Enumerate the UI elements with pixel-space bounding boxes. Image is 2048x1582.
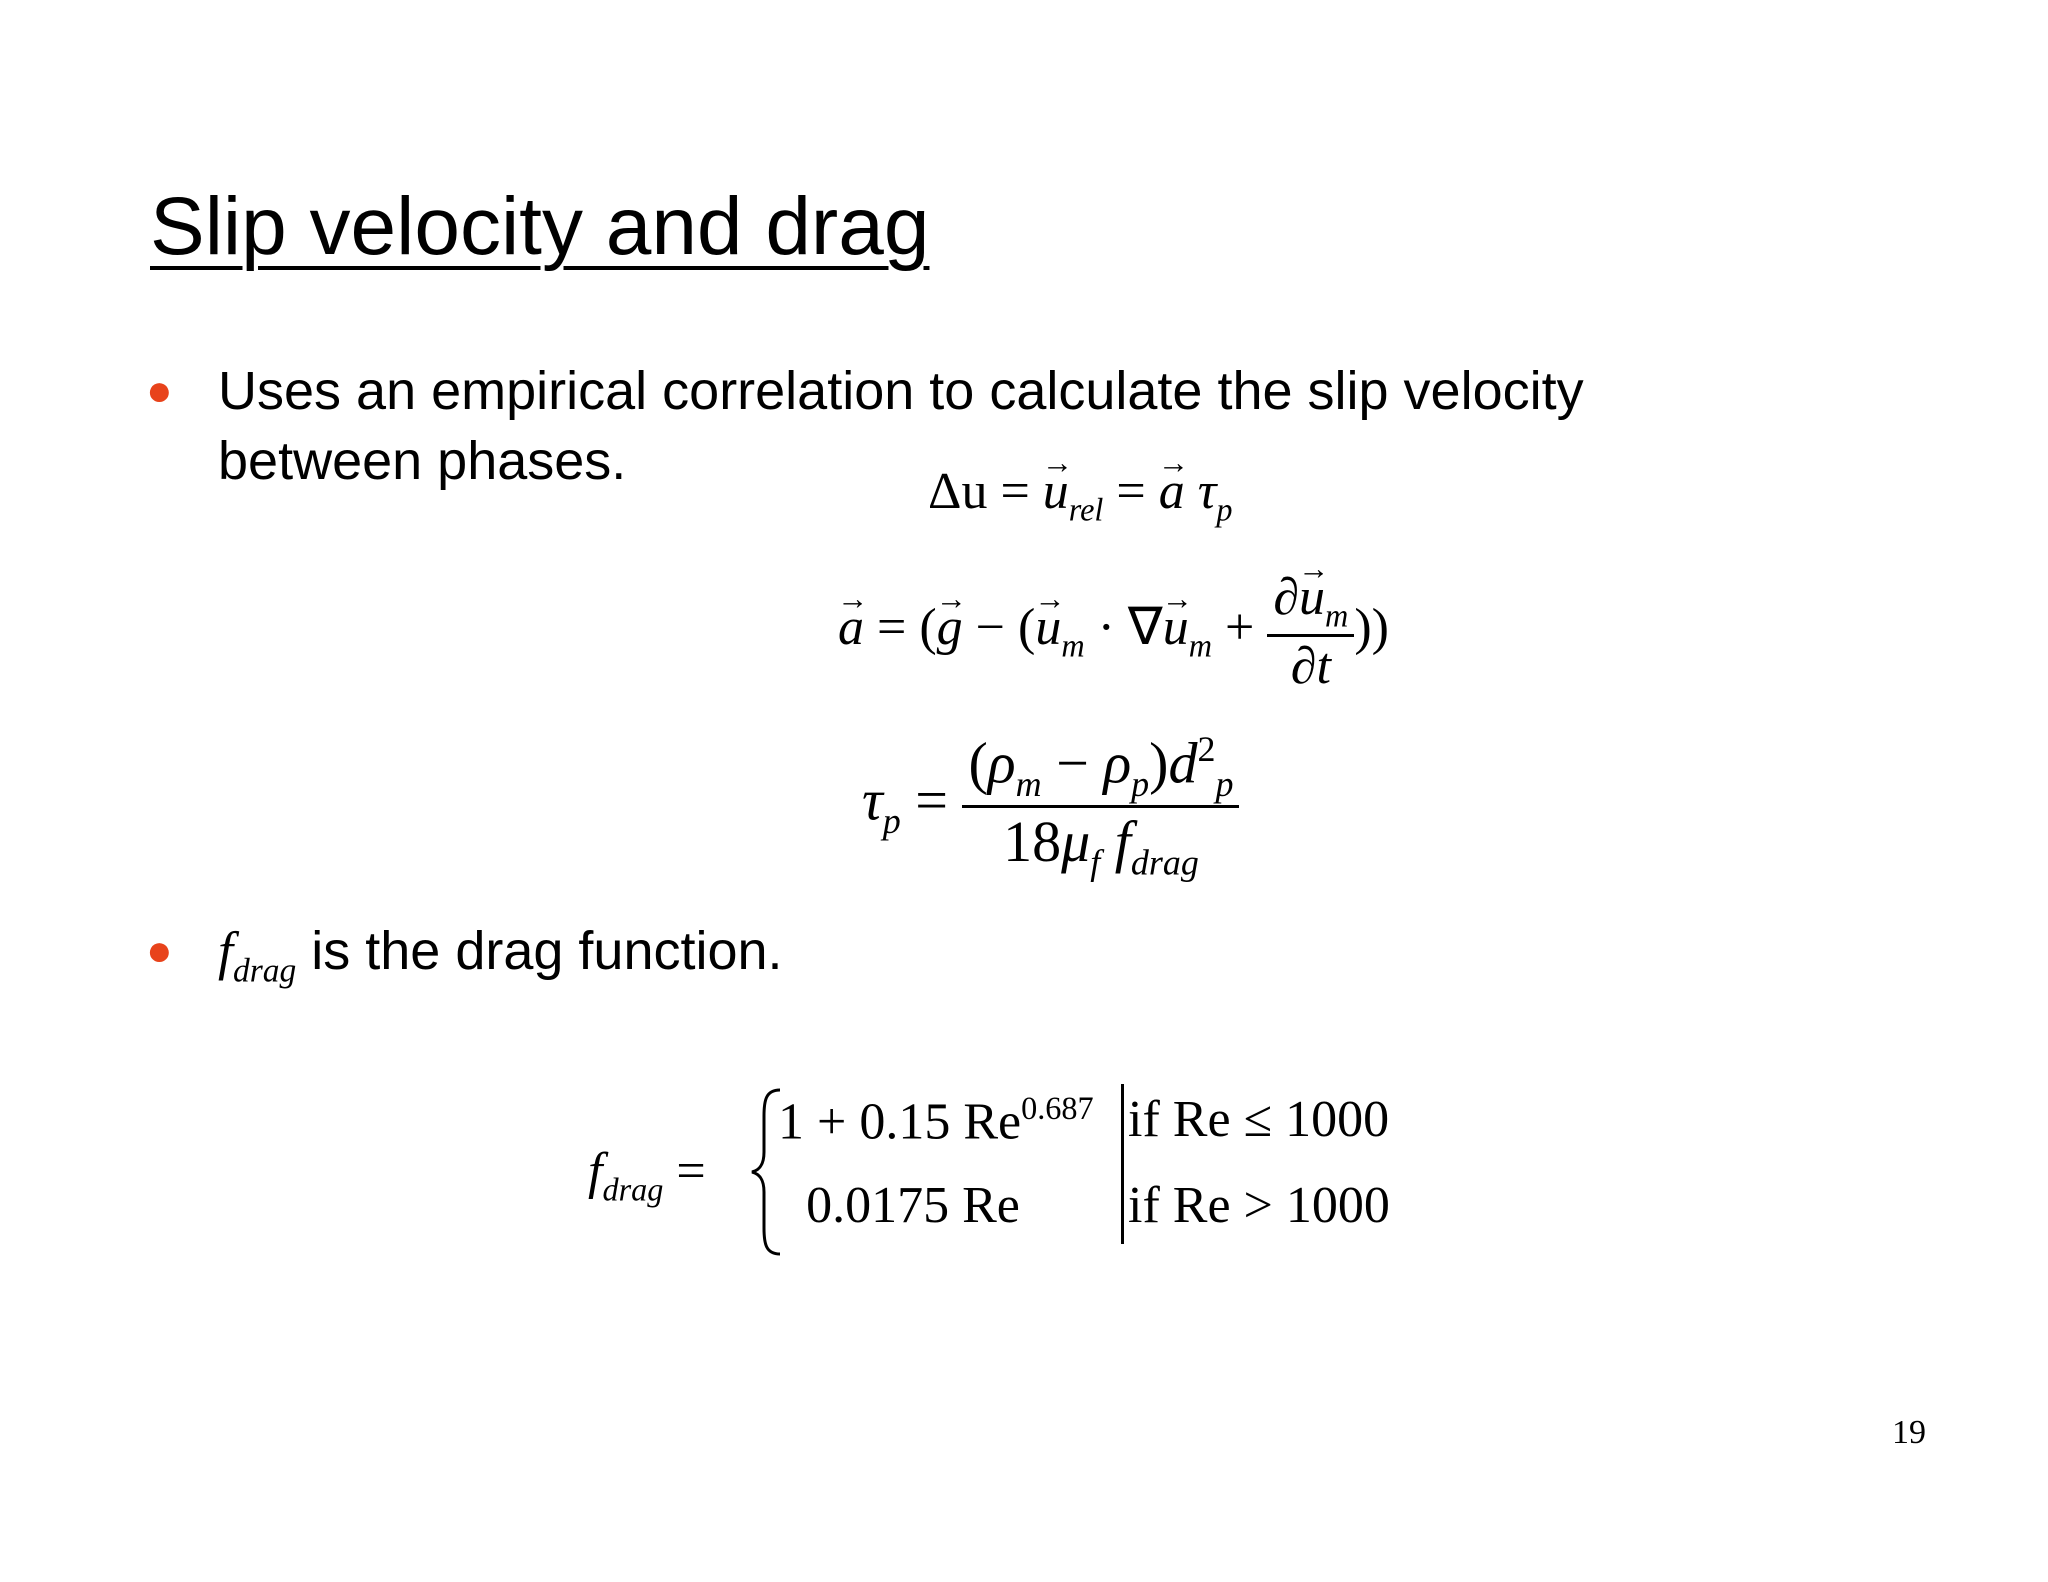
- bullet-dot-icon: ●: [146, 366, 173, 415]
- subscript-p: p: [1131, 764, 1150, 805]
- acceleration-vector: → a: [838, 598, 864, 657]
- subscript-m: m: [1188, 627, 1212, 664]
- bullet-drag-function: [146, 916, 1046, 996]
- tau-symbol: τ: [1197, 463, 1217, 520]
- equals-sign: =: [877, 599, 907, 657]
- subscript-p: p: [882, 800, 901, 841]
- open-paren: (: [919, 599, 937, 657]
- partial-derivative-fraction: [1267, 568, 1354, 696]
- mu-symbol: μ: [1061, 809, 1091, 875]
- partial-symbol: ∂: [1290, 638, 1317, 696]
- subscript-m: m: [1061, 627, 1085, 664]
- subscript-p: p: [1216, 491, 1233, 528]
- subscript-m: m: [1325, 597, 1349, 634]
- rho-symbol: ρ: [987, 730, 1016, 796]
- subscript-drag: drag: [1130, 842, 1199, 883]
- case-1-expression: [778, 1090, 1094, 1151]
- minus-sign: −: [1056, 730, 1089, 796]
- time-symbol: t: [1316, 638, 1331, 696]
- dot-operator: ·: [1097, 599, 1115, 657]
- acceleration-vector: → a: [1159, 462, 1185, 521]
- bullet-line-2: between phases.: [218, 431, 627, 491]
- open-paren: (: [1017, 599, 1036, 657]
- velocity-vector: → u: [1163, 598, 1189, 657]
- f-symbol: f: [588, 1143, 603, 1200]
- equation-acceleration: [838, 568, 1389, 696]
- velocity-vector: → u: [1043, 462, 1069, 521]
- velocity-vector: → u: [1035, 598, 1061, 657]
- exponent: 0.687: [1021, 1090, 1094, 1126]
- condition-divider: [1121, 1084, 1124, 1244]
- partial-symbol: ∂: [1273, 569, 1300, 626]
- minus-sign: −: [975, 599, 1005, 657]
- equation-relaxation-time: [862, 728, 1239, 884]
- f-symbol: f: [218, 921, 234, 981]
- gravity-vector: → g: [937, 598, 963, 657]
- coefficient-18: 18: [1003, 809, 1062, 875]
- equation-slip-velocity: [928, 462, 1232, 528]
- case-2-condition: if Re > 1000: [1128, 1177, 1390, 1234]
- superscript-2: 2: [1197, 729, 1216, 769]
- case-1-value: 1 + 0.15 Re: [778, 1093, 1022, 1151]
- relaxation-time-fraction: [962, 728, 1239, 884]
- subscript-rel: rel: [1068, 491, 1104, 528]
- bullet-line-1: Uses an empirical correlation to calculate the slip velocity: [218, 361, 1584, 421]
- nabla-symbol: ∇: [1127, 599, 1163, 657]
- bullet-text: [218, 356, 1584, 496]
- case-2-expression: [778, 1176, 1048, 1235]
- subscript-f: f: [1090, 842, 1101, 883]
- close-paren: ): [1149, 730, 1169, 796]
- subscript-drag: drag: [602, 1171, 664, 1208]
- bullet-dot-icon: ●: [146, 926, 173, 975]
- subscript-m: m: [1015, 764, 1042, 805]
- open-paren: (: [968, 730, 988, 796]
- subscript-p: p: [1215, 764, 1234, 805]
- case-2-value: 0.0175 Re: [806, 1177, 1020, 1234]
- f-symbol: f: [1114, 809, 1131, 875]
- close-parens: )): [1354, 599, 1389, 657]
- velocity-vector: → u: [1299, 568, 1325, 627]
- diameter-symbol: d: [1168, 730, 1198, 796]
- slide-title: Slip velocity and drag: [150, 181, 930, 272]
- rho-symbol: ρ: [1103, 730, 1132, 796]
- equals-sign: =: [915, 767, 948, 833]
- delta-u: Δu: [928, 463, 988, 520]
- case-1-condition: if Re ≤ 1000: [1128, 1091, 1390, 1148]
- equals-sign: =: [1116, 463, 1146, 520]
- equals-sign: =: [676, 1143, 706, 1200]
- subscript-drag: drag: [233, 952, 297, 990]
- equals-sign: =: [1000, 463, 1030, 520]
- bullet-text: [218, 916, 783, 1007]
- plus-sign: +: [1225, 599, 1255, 657]
- page-number: 19: [1892, 1414, 1926, 1451]
- bullet-line-1: is the drag function.: [296, 921, 783, 981]
- tau-symbol: τ: [862, 767, 883, 833]
